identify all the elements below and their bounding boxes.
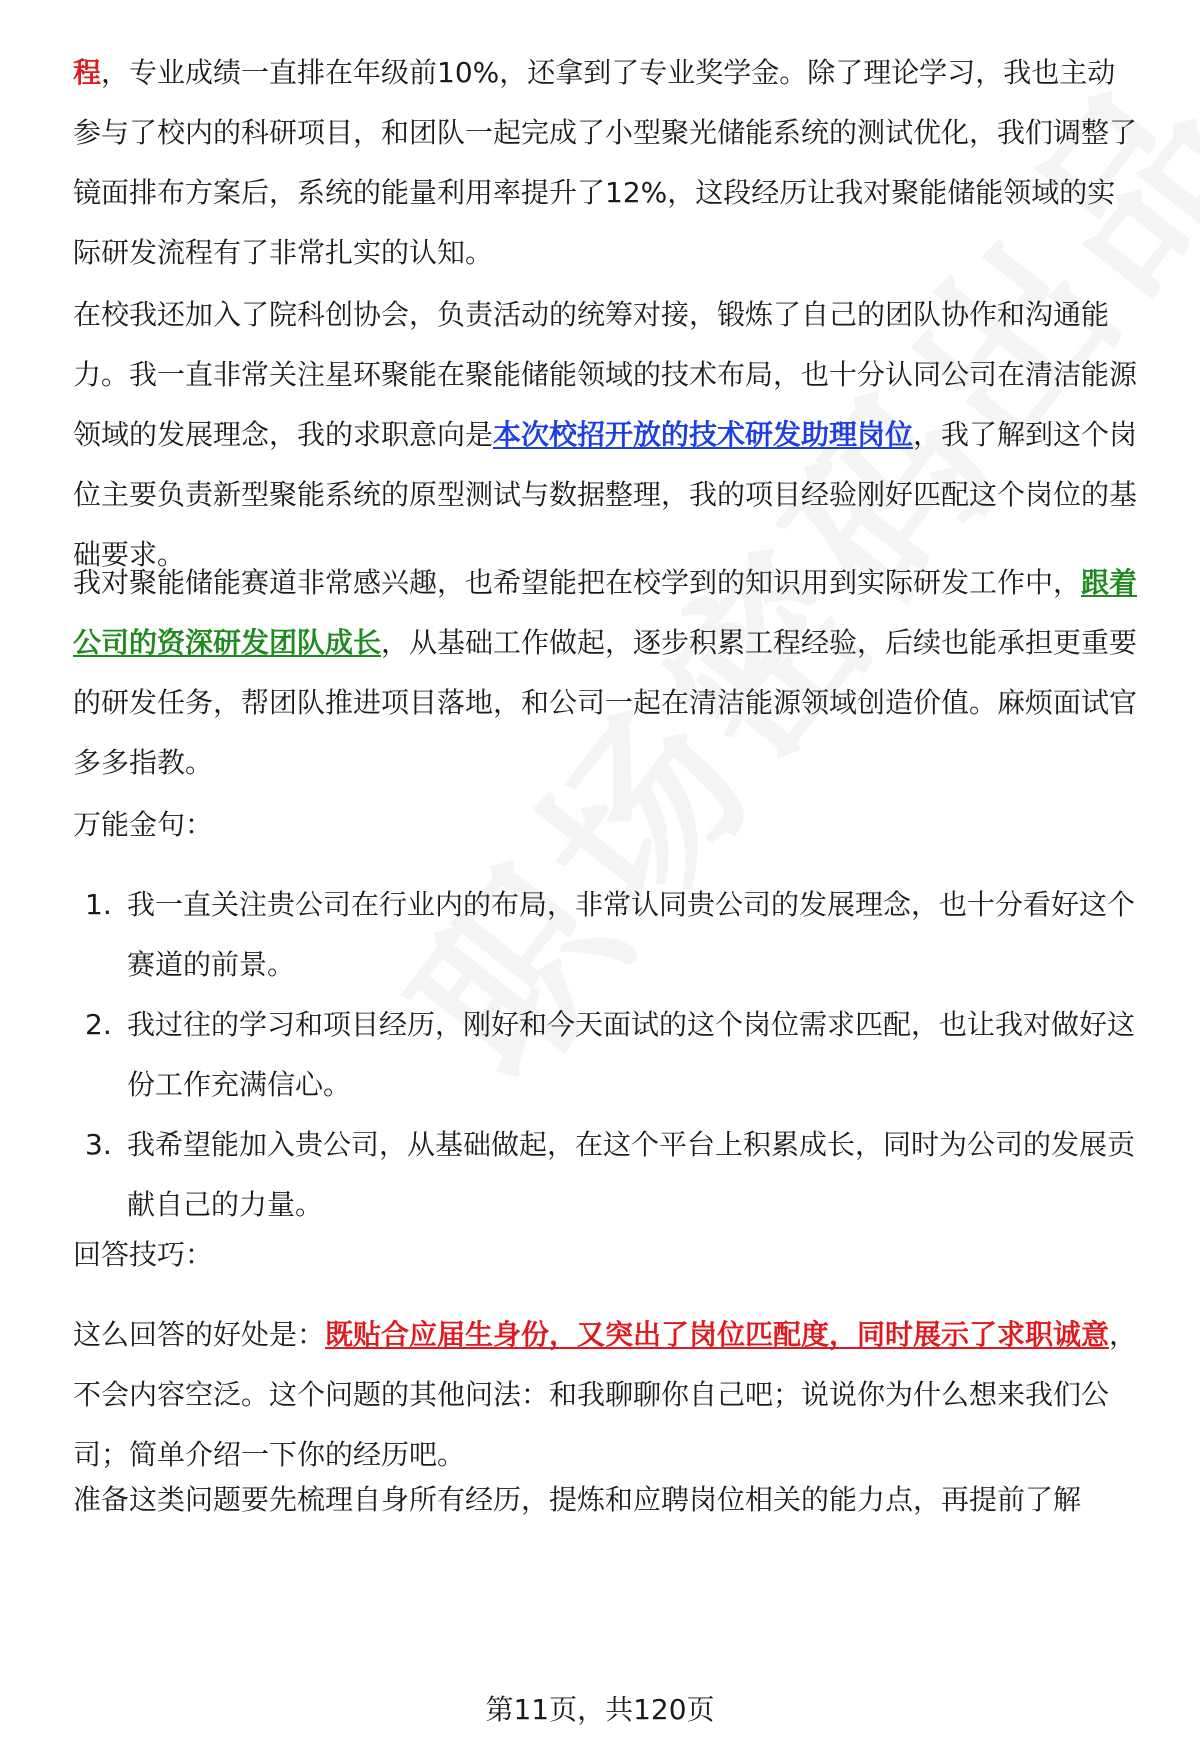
highlight-growth: 跟着公司的资深研发团队成长 [73, 566, 1138, 659]
paragraph-education [73, 43, 1143, 283]
golden-heading: 万能金句： [73, 808, 214, 841]
paragraph-benefits [73, 1305, 1143, 1485]
highlight-lead: 程 [73, 56, 102, 89]
paragraph-text: ，我了解到这个岗位主要负责新型聚能系统的原型测试与数据整理，我的项目经验刚好匹配这个岗位的基础要求。 [73, 418, 1138, 571]
list-item [73, 995, 1143, 1115]
paragraph-text: ，不会内容空泛。这个问题的其他问法：和我聊聊你自己吧；说说你为什么想来我们公司；简单介绍一下你的经历吧。 [73, 1318, 1138, 1471]
paragraph-text: 我对聚能储能赛道非常感兴趣，也希望能把在校学到的知识用到实际研发工作中， [73, 566, 1082, 599]
list-text: 我一直关注贵公司在行业内的布局，非常认同贵公司的发展理念，也十分看好这个赛道的前景。 [127, 888, 1136, 981]
page-number: 第11页，共120页 [485, 1693, 715, 1726]
tips-heading: 回答技巧： [73, 1238, 214, 1271]
paragraph-text: ，专业成绩一直排在年级前10%，还拿到了专业奖学金。除了理论学习，我也主动参与了校内的科研项目，和团队一起完成了小型聚光储能系统的测试优化，我们调整了镜面排布方案后，系统的能量利用率提升了12%，这段经历让我对聚能储能领域的实际研发流程有了非常扎实的认知。 [73, 56, 1138, 269]
list-item [73, 875, 1143, 995]
list-number: 1. [85, 888, 112, 921]
paragraph-job-intent [73, 285, 1143, 585]
highlight-benefits: 既贴合应届生身份，又突出了岗位匹配度，同时展示了求职诚意 [325, 1318, 1110, 1351]
highlight-position: 本次校招开放的技术研发助理岗位 [493, 418, 914, 451]
paragraph-text: 这么回答的好处是： [73, 1318, 326, 1351]
golden-list [73, 875, 1143, 1235]
paragraph-text: ，从基础工作做起，逐步积累工程经验，后续也能承担更重要的研发任务，帮团队推进项目落地，和公司一起在清洁能源领域创造价值。麻烦面试官多多指教。 [73, 626, 1138, 779]
list-item [73, 1115, 1143, 1235]
list-text: 我过往的学习和项目经历，刚好和今天面试的这个岗位需求匹配，也让我对做好这份工作充满信心。 [127, 1008, 1136, 1101]
list-text: 我希望能加入贵公司，从基础做起，在这个平台上积累成长，同时为公司的发展贡献自己的力量。 [127, 1128, 1136, 1221]
paragraph-preparation: 准备这类问题要先梳理自身所有经历，提炼和应聘岗位相关的能力点，再提前了解 [73, 1483, 1082, 1516]
list-number: 2. [85, 1008, 112, 1041]
paragraph-text: 在校我还加入了院科创协会，负责活动的统筹对接，锻炼了自己的团队协作和沟通能力。我一直非常关注星环聚能在聚能储能领域的技术布局，也十分认同公司在清洁能源领域的发展理念，我的求职意向是 [73, 298, 1138, 451]
list-number: 3. [85, 1128, 112, 1161]
paragraph-motivation [73, 553, 1143, 793]
